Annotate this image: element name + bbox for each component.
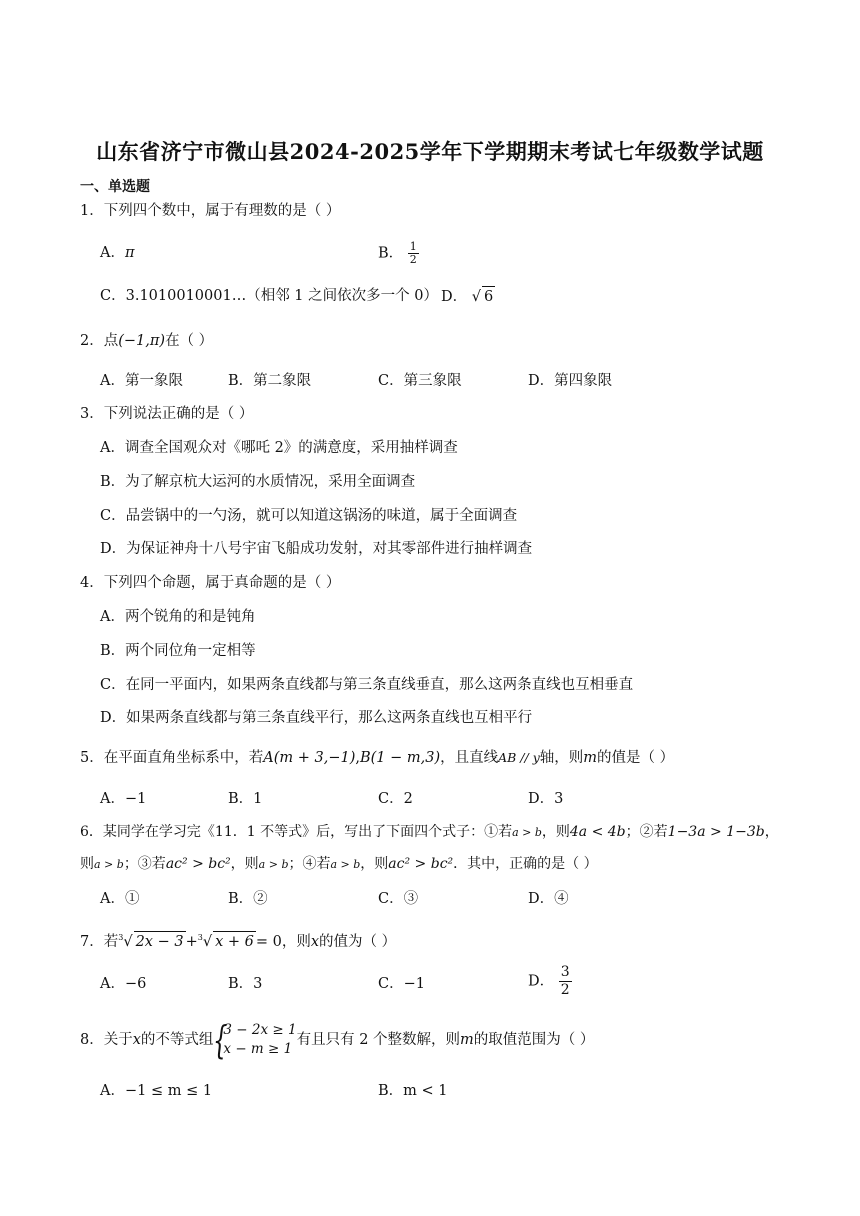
stem-text: 8．关于 xyxy=(80,1032,133,1048)
question-5-option-b[interactable]: B．1 xyxy=(228,791,263,807)
stem-text: ，则 xyxy=(230,856,259,872)
question-1-option-c[interactable] xyxy=(100,286,438,306)
stem-text: 在（ ） xyxy=(165,333,214,349)
stem-text: 2．点 xyxy=(80,333,119,349)
question-6-option-a[interactable]: A．① xyxy=(100,891,140,907)
stem-text: ，则 xyxy=(541,824,570,840)
stem-text: ， xyxy=(764,824,779,840)
fraction-denominator: 2 xyxy=(409,253,417,266)
cube-root-2: x + 6 xyxy=(213,931,256,952)
math-expr: 1−3a > 1−3b xyxy=(667,824,765,840)
question-1-option-a[interactable] xyxy=(100,243,135,263)
stem-text: ；③若 xyxy=(123,856,166,872)
question-6-stem-line-1 xyxy=(80,822,779,843)
math-expr: a > b xyxy=(258,858,289,871)
question-3-option-c[interactable]: C．品尝锅中的一勺汤，就可以知道这锅汤的味道，属于全面调查 xyxy=(100,508,518,524)
question-7-option-d[interactable] xyxy=(528,964,572,999)
stem-text: ，则 xyxy=(360,856,389,872)
math-expr: ac² > bc² xyxy=(388,856,454,872)
variable-m: m xyxy=(583,750,598,766)
stem-text: ；④若 xyxy=(288,856,331,872)
question-7-option-c[interactable]: C．−1 xyxy=(378,976,425,992)
fraction-numerator: 3 xyxy=(560,964,570,980)
cube-root-index: 3 xyxy=(118,933,124,942)
stem-text: ．其中，正确的是（ ） xyxy=(453,856,598,872)
math-expr: a > b xyxy=(94,858,124,871)
question-6-option-d[interactable]: D．④ xyxy=(528,891,569,907)
stem-text: 有且只有 2 个整数解，则 xyxy=(296,1032,461,1048)
equals-zero: = 0 xyxy=(255,933,282,950)
question-7-stem: 7．若$^3$√ 2x − 3 +$^3$√ x + 6 = 0，则x的值为（ ） xyxy=(80,928,396,952)
stem-text: 7．若 xyxy=(80,933,119,950)
inequality-1: 3 − 2x ≥ 1 xyxy=(223,1022,297,1038)
brace-icon: { xyxy=(213,1018,228,1062)
point-b: B(1 − m,3) xyxy=(359,750,441,766)
question-5-stem xyxy=(80,748,674,768)
fraction xyxy=(408,241,419,266)
stem-text: 5．在平面直角坐标系中，若 xyxy=(80,750,264,766)
stem-text: ，且直线 xyxy=(440,750,499,766)
stem-text: 轴，则 xyxy=(539,750,584,766)
question-1-option-d[interactable]: D． √ 6 xyxy=(441,286,495,307)
question-1-stem: 1．下列四个数中，属于有理数的是（ ） xyxy=(80,203,341,219)
fraction-denominator: 2 xyxy=(560,982,570,998)
question-6-option-b[interactable]: B．② xyxy=(228,891,268,907)
question-5-option-a[interactable]: A．−1 xyxy=(100,791,147,807)
question-3-option-a[interactable]: A．调查全国观众对《哪吒 2》的满意度，采用抽样调查 xyxy=(100,440,458,456)
plus-sign: + xyxy=(185,933,198,950)
section-heading: 一、单选题 xyxy=(80,179,150,195)
question-8-stem xyxy=(80,1019,594,1061)
option-label: D． xyxy=(441,289,468,305)
math-expr: a > b xyxy=(512,826,542,839)
square-root: 6 xyxy=(482,286,495,307)
math-expr: 4a < 4b xyxy=(569,824,626,840)
math-expr: ac² > bc² xyxy=(165,856,231,872)
stem-text: 的值为（ ） xyxy=(319,933,397,950)
stem-text: 则 xyxy=(80,856,94,872)
question-8-option-b[interactable]: B．m < 1 xyxy=(378,1083,448,1099)
cube-root-index: 3 xyxy=(197,933,203,942)
question-3-stem: 3．下列说法正确的是（ ） xyxy=(80,406,254,422)
option-label: B． xyxy=(378,245,404,262)
question-5-option-d[interactable]: D．3 xyxy=(528,791,564,807)
question-4-option-c[interactable]: C．在同一平面内，如果两条直线都与第三条直线垂直，那么这两条直线也互相垂直 xyxy=(100,677,634,693)
option-text: π xyxy=(124,245,135,261)
comma: , xyxy=(355,750,360,766)
variable-x: x xyxy=(132,1032,141,1048)
question-8-option-a[interactable]: A．−1 ≤ m ≤ 1 xyxy=(100,1083,213,1099)
question-2-stem xyxy=(80,331,213,351)
variable-x: x xyxy=(310,933,320,950)
math-expr: a > b xyxy=(330,858,361,871)
option-label: D． xyxy=(528,973,555,990)
question-2-option-a[interactable]: A．第一象限 xyxy=(100,373,183,389)
question-5-option-c[interactable]: C．2 xyxy=(378,791,413,807)
question-7-option-a[interactable]: A．−6 xyxy=(100,976,147,992)
stem-text: 6．某同学在学习完《11．1 不等式》后，写出了下面四个式子：①若 xyxy=(80,824,513,840)
point-a: A(m + 3,−1) xyxy=(263,750,356,766)
option-label: C． xyxy=(100,288,126,304)
fraction-numerator: 1 xyxy=(409,240,417,253)
fraction xyxy=(559,964,572,999)
question-2-option-b[interactable]: B．第二象限 xyxy=(228,373,312,389)
cube-root-1: 2x − 3 xyxy=(134,931,186,952)
point-coordinate: (−1,π) xyxy=(118,333,166,349)
inequality-2: x − m ≥ 1 xyxy=(223,1041,293,1057)
stem-text: ；②若 xyxy=(625,824,668,840)
question-4-option-a[interactable]: A．两个锐角的和是钝角 xyxy=(100,609,256,625)
option-text: 3.1010010001…（相邻 1 之间依次多一个 0） xyxy=(125,288,438,304)
question-6-option-c[interactable]: C．③ xyxy=(378,891,419,907)
stem-text: 的不等式组 xyxy=(140,1032,214,1048)
question-2-option-c[interactable]: C．第三象限 xyxy=(378,373,462,389)
question-4-option-b[interactable]: B．两个同位角一定相等 xyxy=(100,643,256,659)
question-3-option-d[interactable]: D．为保证神舟十八号宇宙飞船成功发射，对其零部件进行抽样调查 xyxy=(100,541,533,557)
question-6-stem-line-2 xyxy=(80,854,598,875)
question-7-option-b[interactable]: B．3 xyxy=(228,976,263,992)
option-label: A． xyxy=(100,245,125,261)
question-1-option-b[interactable] xyxy=(378,241,419,266)
question-2-option-d[interactable]: D．第四象限 xyxy=(528,373,613,389)
question-4-option-d[interactable]: D．如果两条直线都与第三条直线平行，那么这两条直线也互相平行 xyxy=(100,710,533,726)
stem-text: 的取值范围为（ ） xyxy=(473,1032,595,1048)
inequality-system xyxy=(213,1018,297,1062)
stem-text: 的值是（ ） xyxy=(597,750,675,766)
stem-text: ，则 xyxy=(281,933,311,950)
exam-title: 山东省济宁市微山县2024-2025学年下学期期末考试七年级数学试题 xyxy=(96,139,764,164)
variable-m: m xyxy=(460,1032,474,1048)
question-4-stem: 4．下列四个命题，属于真命题的是（ ） xyxy=(80,575,341,591)
line-ab: AB // y xyxy=(498,750,540,765)
question-3-option-b[interactable]: B．为了解京杭大运河的水质情况，采用全面调查 xyxy=(100,474,416,490)
